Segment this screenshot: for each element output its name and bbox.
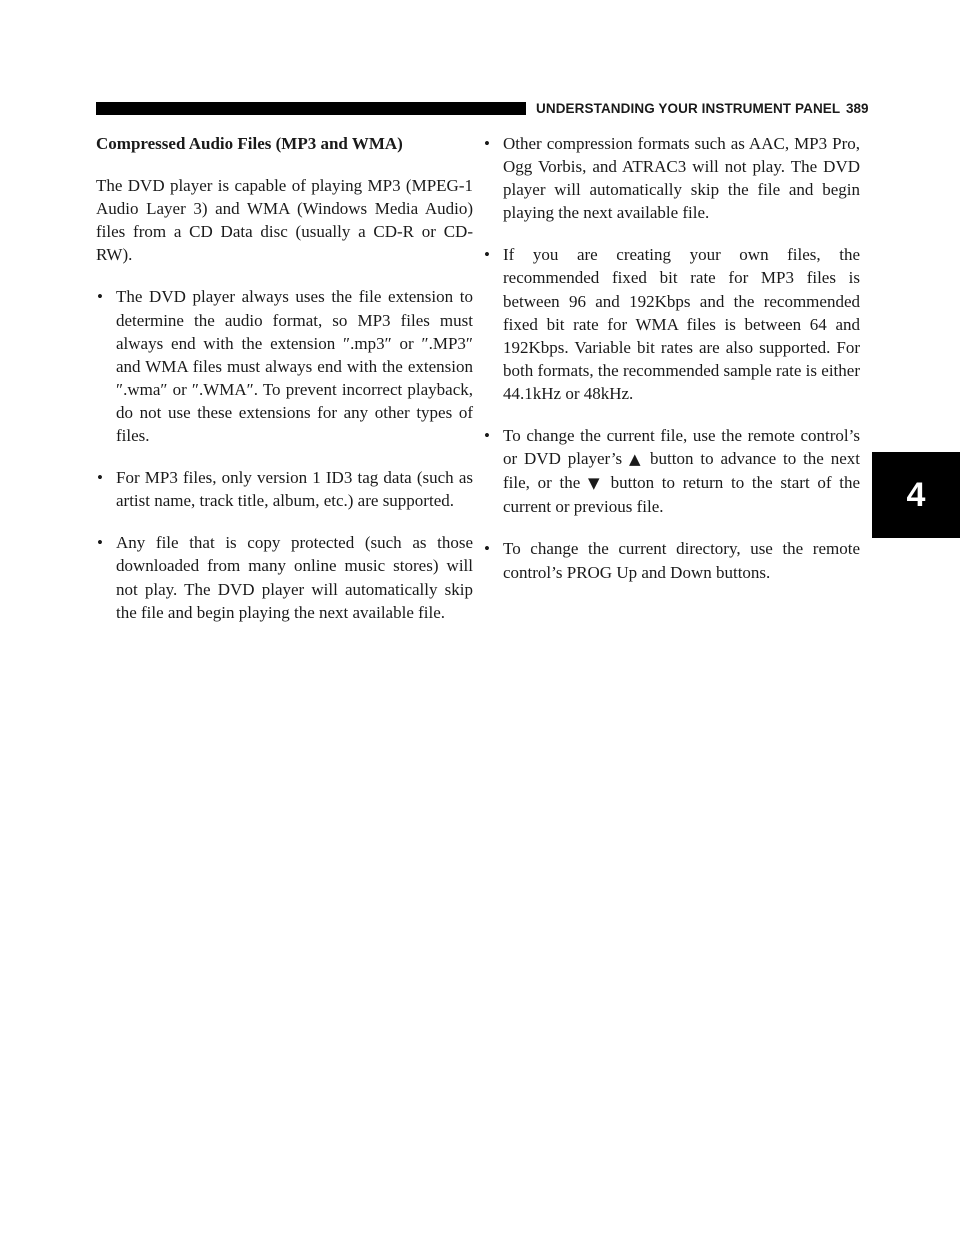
- remote-text-part2: button to advance to the next file, or the: [503, 449, 860, 493]
- up-arrow-icon: ▲: [629, 450, 644, 469]
- bullet-icon: •: [484, 426, 490, 446]
- bullet-icon: •: [484, 539, 490, 559]
- left-column: [96, 132, 473, 643]
- down-arrow-icon: ▼: [587, 474, 603, 493]
- list-item-text: If you are creating your own files, the recommended fixed bit rate for MP3 files is between 96 and 192Kbps and the recommended fixed bit rate for WMA files is between 64 and 192Kbps. Variable bit rates are also supported. For both formats, the recommended sample rate is either 44.1kHz or 48kHz.: [503, 245, 860, 403]
- right-column: [483, 132, 860, 603]
- list-item-text: Other compression formats such as AAC, MP3 Pro, Ogg Vorbis, and ATRAC3 will not play. The DVD player will automatically skip the file and begin playing the next available file.: [503, 134, 860, 223]
- bullet-icon: •: [484, 245, 490, 265]
- list-item: [96, 466, 473, 512]
- list-item-text: Any file that is copy protected (such as those downloaded from many online music stores) will not play. The DVD player will automatically skip the file and begin playing the next available file.: [116, 533, 473, 622]
- section-heading: Compressed Audio Files (MP3 and WMA): [96, 134, 403, 153]
- bullet-icon: •: [97, 287, 103, 307]
- remote-text-part1: To change the current file, use the remote control’s or DVD player’s: [503, 426, 860, 469]
- list-item: [483, 132, 860, 224]
- list-item: [483, 243, 860, 405]
- bullet-icon: •: [484, 134, 490, 153]
- list-item-text: To change the current directory, use the remote control’s PROG Up and Down buttons.: [503, 539, 860, 582]
- bullet-icon: •: [97, 468, 103, 488]
- list-item-text: The DVD player always uses the file extension to determine the audio format, so MP3 files must always end with the extension ″.mp3″ or ″.MP3″ and WMA files must always end with the extension ″.wma″ or ″.WMA″. To prevent incorrect playback, do not use these extensions for any other types of files.: [116, 287, 473, 446]
- list-item-text: [503, 426, 860, 516]
- list-item: [483, 424, 860, 518]
- remote-text-part3: button to return to the start of the current or previous file.: [503, 473, 860, 517]
- header-rule: [96, 102, 526, 115]
- list-item: [483, 537, 860, 583]
- list-item: [96, 285, 473, 447]
- list-item-text: For MP3 files, only version 1 ID3 tag data (such as artist name, track title, album, etc.) are supported.: [116, 468, 473, 511]
- page-number: 389: [846, 101, 869, 116]
- bullet-icon: •: [97, 533, 103, 553]
- chapter-tab: 4: [872, 452, 960, 538]
- intro-paragraph: The DVD player is capable of playing MP3 (MPEG-1 Audio Layer 3) and WMA (Windows Media Audio) files from a CD Data disc (usually a CD-R or CD-RW).: [96, 176, 473, 265]
- running-header-title: UNDERSTANDING YOUR INSTRUMENT PANEL: [536, 101, 841, 116]
- list-item: [96, 531, 473, 623]
